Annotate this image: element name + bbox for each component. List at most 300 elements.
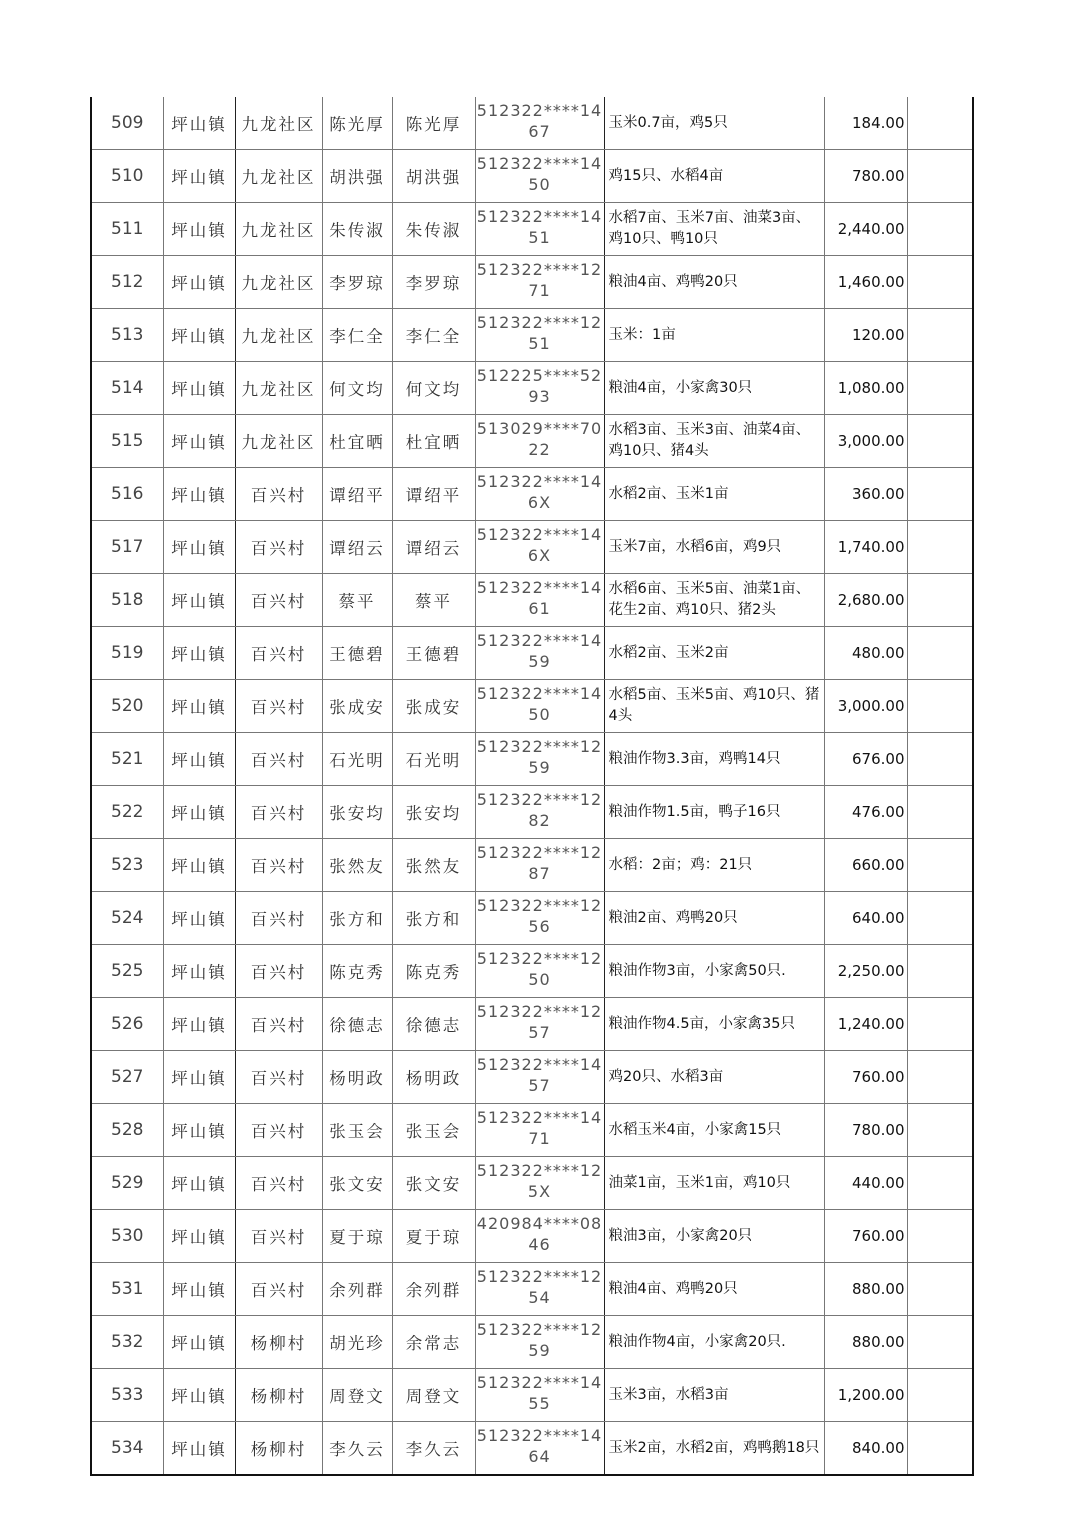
name-cell: 李久云 — [322, 1422, 392, 1476]
amount-cell: 780.00 — [824, 1104, 907, 1157]
table-row — [91, 1104, 973, 1157]
id-number-part-1: 512322****14 — [476, 1055, 603, 1074]
id-number-cell — [475, 945, 604, 998]
village-cell: 百兴村 — [235, 1263, 322, 1316]
id-number-cell — [475, 468, 604, 521]
id-number-part-2: 54 — [528, 1288, 551, 1307]
name-cell: 张然友 — [322, 839, 392, 892]
id-number-part-2: 6X — [527, 493, 552, 512]
recipient-cell: 徐德志 — [392, 998, 475, 1051]
amount-cell: 1,240.00 — [824, 998, 907, 1051]
id-number-part-1: 512322****12 — [476, 1002, 603, 1021]
id-number-part-1: 512322****14 — [476, 1426, 603, 1445]
table-row — [91, 415, 973, 468]
row-number: 528 — [91, 1104, 163, 1157]
row-number: 520 — [91, 680, 163, 733]
remark-cell — [907, 1316, 973, 1369]
name-cell: 陈克秀 — [322, 945, 392, 998]
village-cell: 百兴村 — [235, 998, 322, 1051]
items-cell: 玉米：1亩 — [604, 309, 824, 362]
town-cell: 坪山镇 — [163, 309, 235, 362]
items-cell: 鸡20只、水稻3亩 — [604, 1051, 824, 1104]
town-cell: 坪山镇 — [163, 733, 235, 786]
items-cell: 玉米7亩，水稻6亩，鸡9只 — [604, 521, 824, 574]
remark-cell — [907, 998, 973, 1051]
recipient-cell: 石光明 — [392, 733, 475, 786]
row-number: 510 — [91, 150, 163, 203]
town-cell: 坪山镇 — [163, 680, 235, 733]
table-body — [91, 97, 973, 1475]
remark-cell — [907, 945, 973, 998]
id-number-part-1: 512322****14 — [476, 154, 603, 173]
name-cell: 胡光珍 — [322, 1316, 392, 1369]
name-cell: 李罗琼 — [322, 256, 392, 309]
recipient-cell: 张方和 — [392, 892, 475, 945]
id-number-cell — [475, 998, 604, 1051]
name-cell: 陈光厚 — [322, 97, 392, 150]
items-cell: 油菜1亩，玉米1亩，鸡10只 — [604, 1157, 824, 1210]
id-number-cell — [475, 839, 604, 892]
town-cell: 坪山镇 — [163, 1210, 235, 1263]
id-number-part-2: 59 — [528, 652, 551, 671]
town-cell: 坪山镇 — [163, 521, 235, 574]
table-row — [91, 309, 973, 362]
items-cell: 粮油作物4.5亩，小家禽35只 — [604, 998, 824, 1051]
town-cell: 坪山镇 — [163, 945, 235, 998]
town-cell: 坪山镇 — [163, 998, 235, 1051]
name-cell: 谭绍平 — [322, 468, 392, 521]
amount-cell: 120.00 — [824, 309, 907, 362]
id-number-part-2: 71 — [528, 281, 551, 300]
row-number: 511 — [91, 203, 163, 256]
amount-cell: 2,250.00 — [824, 945, 907, 998]
id-number-part-2: 46 — [528, 1235, 551, 1254]
village-cell: 九龙社区 — [235, 415, 322, 468]
remark-cell — [907, 786, 973, 839]
items-cell: 水稻：2亩；鸡：21只 — [604, 839, 824, 892]
table-row — [91, 1369, 973, 1422]
remark-cell — [907, 97, 973, 150]
recipient-cell: 陈光厚 — [392, 97, 475, 150]
items-cell: 水稻2亩、玉米1亩 — [604, 468, 824, 521]
amount-cell: 676.00 — [824, 733, 907, 786]
table-row — [91, 1051, 973, 1104]
items-cell: 水稻3亩、玉米3亩、油菜4亩、鸡10只、猪4头 — [604, 415, 824, 468]
village-cell: 百兴村 — [235, 521, 322, 574]
id-number-part-2: 57 — [528, 1076, 551, 1095]
table-row — [91, 521, 973, 574]
name-cell: 朱传淑 — [322, 203, 392, 256]
row-number: 526 — [91, 998, 163, 1051]
village-cell: 百兴村 — [235, 786, 322, 839]
id-number-part-2: 71 — [528, 1129, 551, 1148]
items-cell: 粮油作物1.5亩，鸭子16只 — [604, 786, 824, 839]
remark-cell — [907, 680, 973, 733]
name-cell: 张玉会 — [322, 1104, 392, 1157]
name-cell: 胡洪强 — [322, 150, 392, 203]
id-number-part-1: 512322****14 — [476, 207, 603, 226]
table-row — [91, 892, 973, 945]
town-cell: 坪山镇 — [163, 468, 235, 521]
amount-cell: 440.00 — [824, 1157, 907, 1210]
amount-cell: 660.00 — [824, 839, 907, 892]
recipient-cell: 李罗琼 — [392, 256, 475, 309]
id-number-cell — [475, 203, 604, 256]
town-cell: 坪山镇 — [163, 786, 235, 839]
recipient-cell: 王德碧 — [392, 627, 475, 680]
items-cell: 玉米2亩，水稻2亩，鸡鸭鹅18只 — [604, 1422, 824, 1476]
remark-cell — [907, 256, 973, 309]
village-cell: 百兴村 — [235, 1051, 322, 1104]
table-row — [91, 998, 973, 1051]
id-number-cell — [475, 150, 604, 203]
table-row — [91, 256, 973, 309]
town-cell: 坪山镇 — [163, 97, 235, 150]
name-cell: 何文均 — [322, 362, 392, 415]
amount-cell: 840.00 — [824, 1422, 907, 1476]
row-number: 509 — [91, 97, 163, 150]
id-number-part-1: 512322****12 — [476, 737, 603, 756]
amount-cell: 780.00 — [824, 150, 907, 203]
recipient-cell: 张文安 — [392, 1157, 475, 1210]
amount-cell: 184.00 — [824, 97, 907, 150]
name-cell: 夏于琼 — [322, 1210, 392, 1263]
recipient-cell: 朱传淑 — [392, 203, 475, 256]
id-number-cell — [475, 892, 604, 945]
table-row — [91, 97, 973, 150]
id-number-cell — [475, 1263, 604, 1316]
village-cell: 杨柳村 — [235, 1422, 322, 1476]
name-cell: 杜宜晒 — [322, 415, 392, 468]
town-cell: 坪山镇 — [163, 1157, 235, 1210]
town-cell: 坪山镇 — [163, 839, 235, 892]
name-cell: 谭绍云 — [322, 521, 392, 574]
id-number-part-1: 512322****12 — [476, 790, 603, 809]
remark-cell — [907, 1210, 973, 1263]
id-number-part-1: 512322****12 — [476, 1161, 603, 1180]
row-number: 522 — [91, 786, 163, 839]
id-number-cell — [475, 574, 604, 627]
table-row — [91, 733, 973, 786]
town-cell: 坪山镇 — [163, 415, 235, 468]
row-number: 517 — [91, 521, 163, 574]
id-number-part-1: 512322****14 — [476, 578, 603, 597]
id-number-cell — [475, 1157, 604, 1210]
recipient-cell: 周登文 — [392, 1369, 475, 1422]
table-row — [91, 203, 973, 256]
row-number: 527 — [91, 1051, 163, 1104]
id-number-part-2: 6X — [527, 546, 552, 565]
id-number-part-1: 512322****12 — [476, 1320, 603, 1339]
id-number-part-2: 50 — [528, 705, 551, 724]
recipient-cell: 何文均 — [392, 362, 475, 415]
id-number-cell — [475, 415, 604, 468]
village-cell: 百兴村 — [235, 680, 322, 733]
recipient-cell: 李久云 — [392, 1422, 475, 1476]
items-cell: 粮油2亩、鸡鸭20只 — [604, 892, 824, 945]
id-number-part-1: 512225****52 — [476, 366, 603, 385]
table-row — [91, 945, 973, 998]
row-number: 532 — [91, 1316, 163, 1369]
id-number-cell — [475, 1104, 604, 1157]
id-number-part-2: 56 — [528, 917, 551, 936]
items-cell: 粮油作物3.3亩，鸡鸭14只 — [604, 733, 824, 786]
id-number-part-1: 512322****14 — [476, 684, 603, 703]
village-cell: 九龙社区 — [235, 150, 322, 203]
remark-cell — [907, 309, 973, 362]
row-number: 518 — [91, 574, 163, 627]
remark-cell — [907, 627, 973, 680]
amount-cell: 360.00 — [824, 468, 907, 521]
recipient-cell: 余列群 — [392, 1263, 475, 1316]
name-cell: 张成安 — [322, 680, 392, 733]
items-cell: 水稻2亩、玉米2亩 — [604, 627, 824, 680]
id-number-part-2: 57 — [528, 1023, 551, 1042]
village-cell: 九龙社区 — [235, 309, 322, 362]
items-cell: 水稻6亩、玉米5亩、油菜1亩、花生2亩、鸡10只、猪2头 — [604, 574, 824, 627]
id-number-cell — [475, 680, 604, 733]
town-cell: 坪山镇 — [163, 150, 235, 203]
recipient-cell: 胡洪强 — [392, 150, 475, 203]
remark-cell — [907, 1104, 973, 1157]
town-cell: 坪山镇 — [163, 1316, 235, 1369]
name-cell: 徐德志 — [322, 998, 392, 1051]
recipient-cell: 杨明政 — [392, 1051, 475, 1104]
id-number-part-2: 50 — [528, 175, 551, 194]
id-number-cell — [475, 309, 604, 362]
row-number: 530 — [91, 1210, 163, 1263]
table-row — [91, 574, 973, 627]
village-cell: 九龙社区 — [235, 97, 322, 150]
row-number: 531 — [91, 1263, 163, 1316]
id-number-cell — [475, 1316, 604, 1369]
village-cell: 九龙社区 — [235, 362, 322, 415]
items-cell: 鸡15只、水稻4亩 — [604, 150, 824, 203]
id-number-cell — [475, 786, 604, 839]
id-number-cell — [475, 521, 604, 574]
recipient-cell: 谭绍云 — [392, 521, 475, 574]
amount-cell: 1,460.00 — [824, 256, 907, 309]
name-cell: 余列群 — [322, 1263, 392, 1316]
town-cell: 坪山镇 — [163, 256, 235, 309]
items-cell: 玉米3亩，水稻3亩 — [604, 1369, 824, 1422]
town-cell: 坪山镇 — [163, 1263, 235, 1316]
town-cell: 坪山镇 — [163, 1051, 235, 1104]
row-number: 533 — [91, 1369, 163, 1422]
village-cell: 百兴村 — [235, 627, 322, 680]
row-number: 513 — [91, 309, 163, 362]
remark-cell — [907, 521, 973, 574]
table-row — [91, 839, 973, 892]
remark-cell — [907, 1263, 973, 1316]
amount-cell: 3,000.00 — [824, 680, 907, 733]
row-number: 519 — [91, 627, 163, 680]
id-number-part-1: 512322****12 — [476, 313, 603, 332]
remark-cell — [907, 733, 973, 786]
table-row — [91, 1210, 973, 1263]
town-cell: 坪山镇 — [163, 627, 235, 680]
id-number-part-2: 22 — [528, 440, 551, 459]
name-cell: 石光明 — [322, 733, 392, 786]
recipient-cell: 夏于琼 — [392, 1210, 475, 1263]
id-number-part-1: 512322****12 — [476, 843, 603, 862]
amount-cell: 1,740.00 — [824, 521, 907, 574]
id-number-part-2: 51 — [528, 334, 551, 353]
name-cell: 周登文 — [322, 1369, 392, 1422]
id-number-part-2: 50 — [528, 970, 551, 989]
village-cell: 百兴村 — [235, 1210, 322, 1263]
row-number: 521 — [91, 733, 163, 786]
recipient-cell: 张安均 — [392, 786, 475, 839]
id-number-part-2: 59 — [528, 758, 551, 777]
remark-cell — [907, 150, 973, 203]
id-number-part-2: 87 — [528, 864, 551, 883]
recipient-cell: 张玉会 — [392, 1104, 475, 1157]
remark-cell — [907, 468, 973, 521]
items-cell: 粮油4亩，小家禽30只 — [604, 362, 824, 415]
village-cell: 百兴村 — [235, 945, 322, 998]
table-row — [91, 1422, 973, 1476]
items-cell: 粮油作物3亩，小家禽50只. — [604, 945, 824, 998]
name-cell: 蔡平 — [322, 574, 392, 627]
id-number-part-2: 93 — [528, 387, 551, 406]
row-number: 524 — [91, 892, 163, 945]
table-row — [91, 627, 973, 680]
id-number-part-1: 512322****12 — [476, 896, 603, 915]
village-cell: 百兴村 — [235, 574, 322, 627]
village-cell: 百兴村 — [235, 468, 322, 521]
id-number-part-2: 61 — [528, 599, 551, 618]
id-number-part-1: 512322****14 — [476, 631, 603, 650]
amount-cell: 1,200.00 — [824, 1369, 907, 1422]
remark-cell — [907, 1157, 973, 1210]
name-cell: 张文安 — [322, 1157, 392, 1210]
remark-cell — [907, 1422, 973, 1476]
town-cell: 坪山镇 — [163, 1369, 235, 1422]
remark-cell — [907, 839, 973, 892]
amount-cell: 880.00 — [824, 1316, 907, 1369]
row-number: 516 — [91, 468, 163, 521]
id-number-cell — [475, 97, 604, 150]
subsidy-table — [90, 97, 974, 1476]
id-number-part-2: 55 — [528, 1394, 551, 1413]
table-row — [91, 1157, 973, 1210]
id-number-cell — [475, 733, 604, 786]
town-cell: 坪山镇 — [163, 203, 235, 256]
row-number: 515 — [91, 415, 163, 468]
recipient-cell: 余常志 — [392, 1316, 475, 1369]
village-cell: 百兴村 — [235, 892, 322, 945]
amount-cell: 3,000.00 — [824, 415, 907, 468]
recipient-cell: 张然友 — [392, 839, 475, 892]
amount-cell: 880.00 — [824, 1263, 907, 1316]
items-cell: 水稻玉米4亩，小家禽15只 — [604, 1104, 824, 1157]
id-number-cell — [475, 627, 604, 680]
id-number-cell — [475, 1369, 604, 1422]
row-number: 523 — [91, 839, 163, 892]
recipient-cell: 张成安 — [392, 680, 475, 733]
name-cell: 王德碧 — [322, 627, 392, 680]
id-number-part-2: 51 — [528, 228, 551, 247]
amount-cell: 2,440.00 — [824, 203, 907, 256]
id-number-part-1: 512322****12 — [476, 949, 603, 968]
items-cell: 玉米0.7亩，鸡5只 — [604, 97, 824, 150]
row-number: 529 — [91, 1157, 163, 1210]
id-number-part-1: 513029****70 — [476, 419, 603, 438]
id-number-part-1: 512322****12 — [476, 1267, 603, 1286]
id-number-part-2: 67 — [528, 122, 551, 141]
town-cell: 坪山镇 — [163, 1104, 235, 1157]
amount-cell: 1,080.00 — [824, 362, 907, 415]
id-number-part-1: 512322****14 — [476, 101, 603, 120]
amount-cell: 2,680.00 — [824, 574, 907, 627]
village-cell: 九龙社区 — [235, 256, 322, 309]
items-cell: 粮油4亩、鸡鸭20只 — [604, 256, 824, 309]
table-row — [91, 680, 973, 733]
id-number-part-1: 512322****14 — [476, 472, 603, 491]
table-row — [91, 1316, 973, 1369]
name-cell: 张安均 — [322, 786, 392, 839]
items-cell: 粮油3亩，小家禽20只 — [604, 1210, 824, 1263]
id-number-part-2: 59 — [528, 1341, 551, 1360]
items-cell: 粮油作物4亩，小家禽20只. — [604, 1316, 824, 1369]
town-cell: 坪山镇 — [163, 892, 235, 945]
remark-cell — [907, 892, 973, 945]
remark-cell — [907, 1369, 973, 1422]
recipient-cell: 杜宜晒 — [392, 415, 475, 468]
id-number-cell — [475, 362, 604, 415]
recipient-cell: 谭绍平 — [392, 468, 475, 521]
village-cell: 杨柳村 — [235, 1369, 322, 1422]
id-number-part-1: 512322****12 — [476, 260, 603, 279]
id-number-cell — [475, 1210, 604, 1263]
village-cell: 百兴村 — [235, 1104, 322, 1157]
remark-cell — [907, 1051, 973, 1104]
town-cell: 坪山镇 — [163, 574, 235, 627]
remark-cell — [907, 574, 973, 627]
items-cell: 水稻7亩、玉米7亩、油菜3亩、鸡10只、鸭10只 — [604, 203, 824, 256]
recipient-cell: 蔡平 — [392, 574, 475, 627]
town-cell: 坪山镇 — [163, 1422, 235, 1476]
recipient-cell: 李仁全 — [392, 309, 475, 362]
row-number: 525 — [91, 945, 163, 998]
table-row — [91, 468, 973, 521]
recipient-cell: 陈克秀 — [392, 945, 475, 998]
table-row — [91, 1263, 973, 1316]
remark-cell — [907, 362, 973, 415]
id-number-cell — [475, 1051, 604, 1104]
items-cell: 水稻5亩、玉米5亩、鸡10只、猪4头 — [604, 680, 824, 733]
town-cell: 坪山镇 — [163, 362, 235, 415]
id-number-part-1: 512322****14 — [476, 525, 603, 544]
table-row — [91, 150, 973, 203]
id-number-cell — [475, 256, 604, 309]
id-number-part-1: 512322****14 — [476, 1108, 603, 1127]
amount-cell: 640.00 — [824, 892, 907, 945]
row-number: 514 — [91, 362, 163, 415]
village-cell: 九龙社区 — [235, 203, 322, 256]
id-number-part-1: 420984****08 — [476, 1214, 603, 1233]
table-row — [91, 786, 973, 839]
row-number: 534 — [91, 1422, 163, 1476]
amount-cell: 476.00 — [824, 786, 907, 839]
id-number-part-2: 64 — [528, 1447, 551, 1466]
items-cell: 粮油4亩、鸡鸭20只 — [604, 1263, 824, 1316]
village-cell: 杨柳村 — [235, 1316, 322, 1369]
village-cell: 百兴村 — [235, 1157, 322, 1210]
row-number: 512 — [91, 256, 163, 309]
village-cell: 百兴村 — [235, 733, 322, 786]
